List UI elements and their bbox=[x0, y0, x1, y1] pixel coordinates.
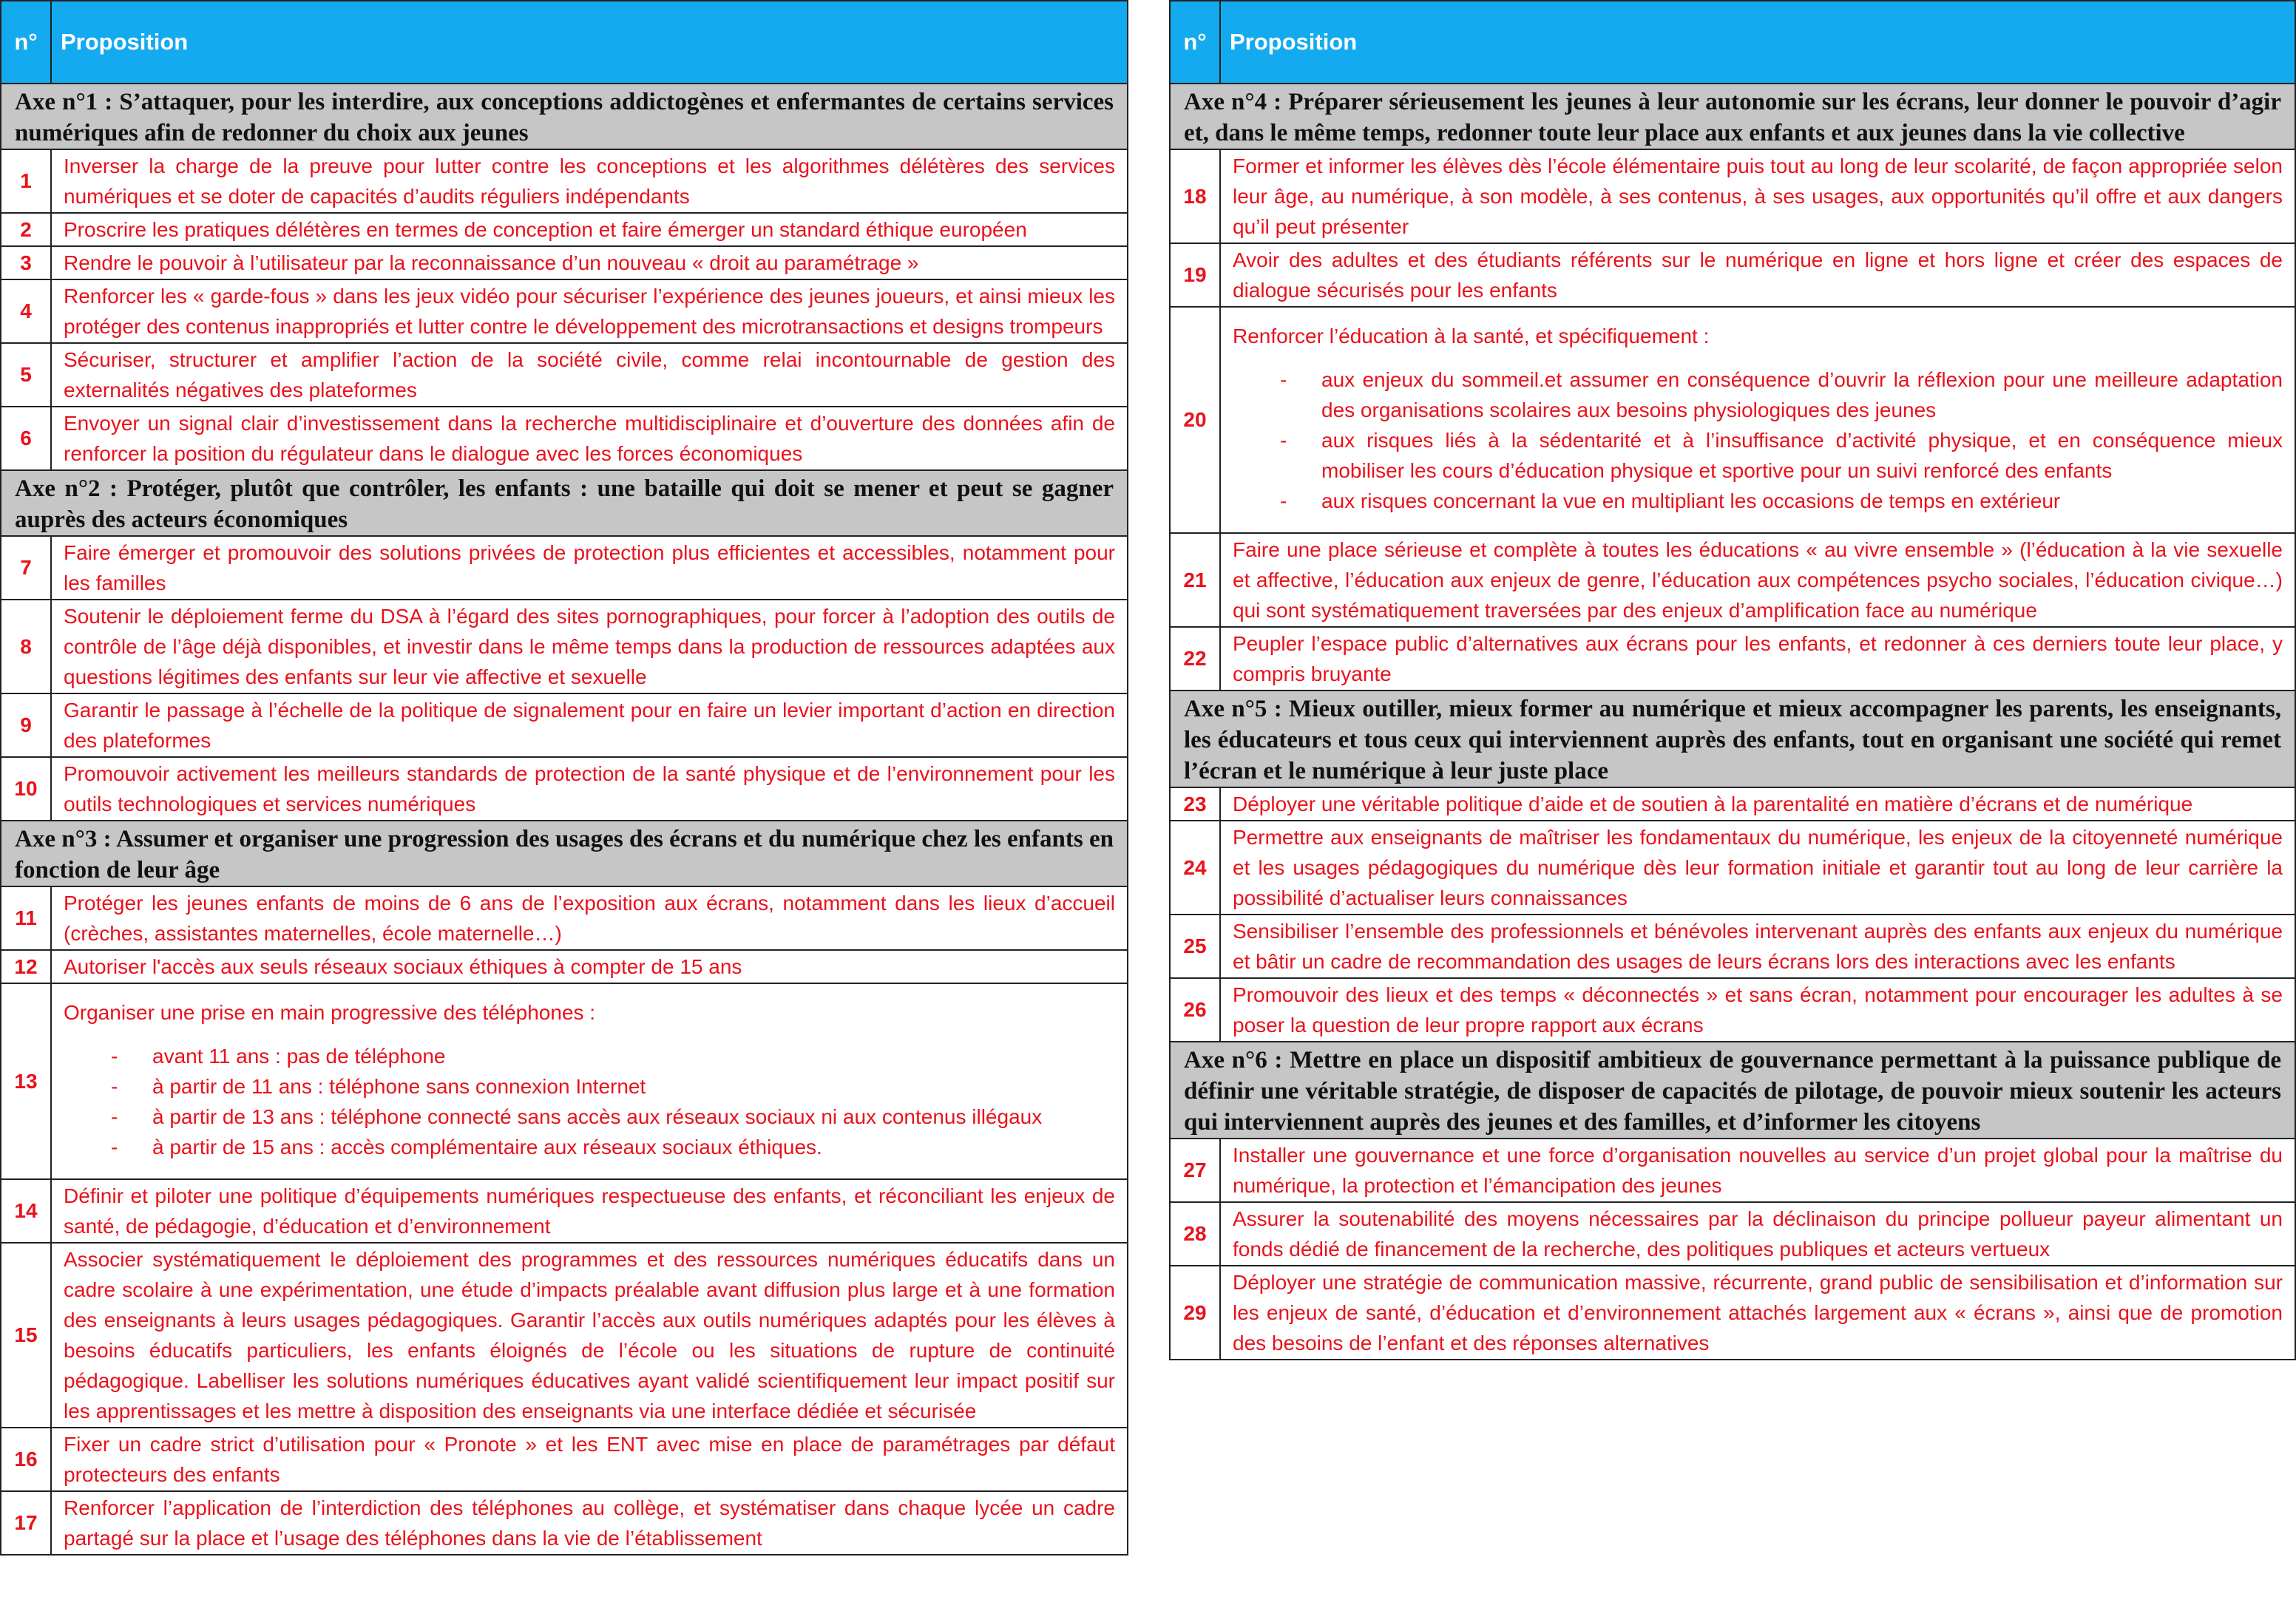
proposal-number: 24 bbox=[1170, 821, 1220, 915]
proposal-row bbox=[1, 149, 1128, 213]
axis-row bbox=[1, 821, 1128, 886]
proposal-number: 29 bbox=[1170, 1266, 1220, 1360]
proposal-text: Autoriser l'accès aux seuls réseaux sociaux éthiques à compter de 15 ans bbox=[51, 950, 1128, 983]
proposal-text: Inverser la charge de la preuve pour lutter contre les conceptions et les algorithmes délétères des services numériques et se doter de capacités d’audits réguliers indépendants bbox=[51, 149, 1128, 213]
proposal-row bbox=[1, 279, 1128, 343]
bullet-text: aux risques liés à la sédentarité et à l’insuffisance d’activité physique, et en conséquence mieux mobiliser les cours d’éducation physique et sportive pour un suivi renforcé des enfants bbox=[1321, 429, 2283, 482]
proposal-text: Proscrire les pratiques délétères en termes de conception et faire émerger un standard éthique européen bbox=[51, 213, 1128, 246]
proposal-number: 10 bbox=[1, 757, 51, 821]
proposal-number: 2 bbox=[1, 213, 51, 246]
proposal-row bbox=[1, 343, 1128, 407]
list-item bbox=[64, 1132, 1115, 1162]
proposal-text: Associer systématiquement le déploiement des programmes et des ressources numériques éducatifs dans un cadre scolaire à une expérimentation, une étude d’impacts préalable avant diffusion plus large et à une formation des enseignants à leurs usages pédagogiques. Garantir l’accès aux outils numériques adaptés pour les élèves à besoins éducatifs particuliers, les enfants éloignés de l’école ou les situations de rupture de continuité pédagogique. Labelliser les solutions numériques éducatives ayant validé scientifiquement leur impact positif sur les apprentissages et les mettre à disposition des enseignants via une interface dédiée et sécurisée bbox=[51, 1243, 1128, 1428]
proposal-text: Renforcer les « garde-fous » dans les jeux vidéo pour sécuriser l’expérience des jeunes joueurs, et ainsi mieux les protéger des contenus inappropriés et lutter contre le développement des microtransactions et designs trompeurs bbox=[51, 279, 1128, 343]
proposal-text: Promouvoir activement les meilleurs standards de protection de la santé physique et de l’environnement pour les outils technologiques et services numériques bbox=[51, 757, 1128, 821]
bullet-text: aux enjeux du sommeil.et assumer en conséquence d’ouvrir la réflexion pour une meilleure adaptation des organisations scolaires aux besoins physiologiques des jeunes bbox=[1321, 368, 2283, 421]
proposal-number: 17 bbox=[1, 1491, 51, 1555]
proposal-number: 26 bbox=[1170, 978, 1220, 1042]
list-item bbox=[1233, 364, 2283, 425]
proposal-number: 27 bbox=[1170, 1139, 1220, 1202]
proposal-number: 21 bbox=[1170, 533, 1220, 627]
proposal-row bbox=[1, 213, 1128, 246]
axis-heading: Axe n°5 : Mieux outiller, mieux former au numérique et mieux accompagner les parents, les enseignants, les éducateurs et tous ceux qui interviennent auprès des enfants, tout en organisant une société qui remet l’écran et le numérique à leur juste place bbox=[1170, 691, 2295, 787]
bullet-text: à partir de 11 ans : téléphone sans connexion Internet bbox=[152, 1075, 646, 1098]
proposal-number: 1 bbox=[1, 149, 51, 213]
proposal-number: 8 bbox=[1, 600, 51, 693]
list-item bbox=[64, 1041, 1115, 1071]
axis-heading: Axe n°3 : Assumer et organiser une progression des usages des écrans et du numérique chez les enfants en fonction de leur âge bbox=[1, 821, 1128, 886]
column-header-proposition: Proposition bbox=[51, 1, 1128, 84]
proposal-row bbox=[1, 600, 1128, 693]
proposal-text bbox=[51, 983, 1128, 1179]
proposal-text: Assurer la soutenabilité des moyens nécessaires par la déclinaison du principe pollueur payeur alimentant un fonds dédié de financement de la recherche, des politiques publiques et acteurs vertueux bbox=[1220, 1202, 2295, 1266]
column-header-number: n° bbox=[1, 1, 51, 84]
proposal-number: 28 bbox=[1170, 1202, 1220, 1266]
proposal-row bbox=[1, 886, 1128, 950]
proposal-text: Rendre le pouvoir à l’utilisateur par la reconnaissance d’un nouveau « droit au paramétrage » bbox=[51, 246, 1128, 279]
bullet-dash: - bbox=[111, 1075, 118, 1098]
proposal-row bbox=[1170, 243, 2295, 307]
bullet-dash: - bbox=[111, 1105, 118, 1128]
proposal-number: 11 bbox=[1, 886, 51, 950]
list-item bbox=[1233, 486, 2283, 516]
proposal-row bbox=[1, 757, 1128, 821]
proposal-row bbox=[1, 536, 1128, 600]
proposal-number: 6 bbox=[1, 407, 51, 470]
bullet-text: à partir de 13 ans : téléphone connecté sans accès aux réseaux sociaux ni aux contenus illégaux bbox=[152, 1105, 1043, 1128]
proposal-text: Avoir des adultes et des étudiants référents sur le numérique en ligne et hors ligne et créer des espaces de dialogue sécurisés pour les enfants bbox=[1220, 243, 2295, 307]
proposal-number: 3 bbox=[1, 246, 51, 279]
axis-row bbox=[1, 84, 1128, 149]
proposal-row bbox=[1, 407, 1128, 470]
proposal-row bbox=[1170, 787, 2295, 821]
proposal-text: Déployer une véritable politique d’aide et de soutien à la parentalité en matière d’écrans et de numérique bbox=[1220, 787, 2295, 821]
bullet-dash: - bbox=[1280, 368, 1287, 391]
proposal-text bbox=[1220, 307, 2295, 533]
axis-heading: Axe n°6 : Mettre en place un dispositif ambitieux de gouvernance permettant à la puissance publique de définir une véritable stratégie, de disposer de capacités de pilotage, de pouvoir mieux soutenir les acteurs qui interviennent auprès des jeunes et des familles, et d’informer les citoyens bbox=[1170, 1042, 2295, 1139]
proposals-table-right bbox=[1169, 0, 2296, 1360]
proposal-number: 7 bbox=[1, 536, 51, 600]
proposals-table-left bbox=[0, 0, 1128, 1556]
proposal-number: 18 bbox=[1170, 149, 1220, 243]
proposal-bullet-list bbox=[64, 1041, 1115, 1162]
proposal-text: Définir et piloter une politique d’équipements numériques respectueuse des enfants, et réconciliant les enjeux de santé, de pédagogie, d’éducation et d’environnement bbox=[51, 1179, 1128, 1243]
proposal-row bbox=[1170, 1202, 2295, 1266]
proposal-text: Installer une gouvernance et une force d’organisation nouvelles au service d’un projet global pour la maîtrise du numérique, la protection et l’émancipation des jeunes bbox=[1220, 1139, 2295, 1202]
axis-row bbox=[1170, 84, 2295, 149]
proposal-row bbox=[1170, 307, 2295, 533]
bullet-text: avant 11 ans : pas de téléphone bbox=[152, 1045, 446, 1068]
table-header bbox=[1, 1, 1128, 84]
proposal-number: 19 bbox=[1170, 243, 1220, 307]
axis-heading: Axe n°2 : Protéger, plutôt que contrôler, les enfants : une bataille qui doit se mener et peut se gagner auprès des acteurs économiques bbox=[1, 470, 1128, 536]
left-proposals-table bbox=[0, 0, 1128, 1556]
proposal-text: Faire une place sérieuse et complète à toutes les éducations « au vivre ensemble » (l’éducation à la vie sexuelle et affective, l’éducation aux enjeux de genre, l’éducation aux compétences psycho sociales, l’éducation civique…) qui sont systématiquement traversées par des enjeux d’amplification face au numérique bbox=[1220, 533, 2295, 627]
proposal-text: Sécuriser, structurer et amplifier l’action de la société civile, comme relai incontournable de gestion des externalités négatives des plateformes bbox=[51, 343, 1128, 407]
proposal-number: 14 bbox=[1, 1179, 51, 1243]
proposal-bullet-list bbox=[1233, 364, 2283, 516]
proposal-intro: Renforcer l’éducation à la santé, et spécifiquement : bbox=[1233, 325, 1710, 347]
proposal-text: Sensibiliser l’ensemble des professionnels et bénévoles intervenant auprès des enfants aux enjeux du numérique et bâtir un cadre de recommandation des usages de leurs écrans lors des interactions avec les enfants bbox=[1220, 915, 2295, 978]
proposal-number: 9 bbox=[1, 693, 51, 757]
column-header-proposition: Proposition bbox=[1220, 1, 2295, 84]
proposal-row bbox=[1170, 627, 2295, 691]
proposal-text: Permettre aux enseignants de maîtriser les fondamentaux du numérique, les enjeux de la citoyenneté numérique et les usages pédagogiques du numérique dès leur formation initiale et garantir tout au long de leur carrière la possibilité d’actualiser leurs connaissances bbox=[1220, 821, 2295, 915]
proposal-number: 12 bbox=[1, 950, 51, 983]
axis-heading: Axe n°4 : Préparer sérieusement les jeunes à leur autonomie sur les écrans, leur donner le pouvoir d’agir et, dans le même temps, redonner toute leur place aux enfants et aux jeunes dans la vie collective bbox=[1170, 84, 2295, 149]
list-item bbox=[64, 1102, 1115, 1132]
proposal-row bbox=[1, 1179, 1128, 1243]
proposal-text: Promouvoir des lieux et des temps « déconnectés » et sans écran, notamment pour encourager les adultes à se poser la question de leur propre rapport aux écrans bbox=[1220, 978, 2295, 1042]
proposal-row bbox=[1170, 1139, 2295, 1202]
proposal-text: Former et informer les élèves dès l’école élémentaire puis tout au long de leur scolarité, de façon appropriée selon leur âge, au numérique, à son modèle, à ses contenus, à ses usages, aux opportunités qu’il offre et aux dangers qu’il peut présenter bbox=[1220, 149, 2295, 243]
list-item bbox=[64, 1071, 1115, 1102]
proposal-row bbox=[1, 1243, 1128, 1428]
table-header bbox=[1170, 1, 2295, 84]
proposal-number: 16 bbox=[1, 1428, 51, 1491]
proposal-text: Fixer un cadre strict d’utilisation pour « Pronote » et les ENT avec mise en place de paramétrages par défaut protecteurs des enfants bbox=[51, 1428, 1128, 1491]
proposal-number: 5 bbox=[1, 343, 51, 407]
proposal-number: 15 bbox=[1, 1243, 51, 1428]
proposal-row bbox=[1, 983, 1128, 1179]
proposal-row bbox=[1170, 915, 2295, 978]
bullet-text: aux risques concernant la vue en multipliant les occasions de temps en extérieur bbox=[1321, 489, 2061, 512]
proposal-text: Protéger les jeunes enfants de moins de 6 ans de l’exposition aux écrans, notamment dans les lieux d’accueil (crèches, assistantes maternelles, école maternelle…) bbox=[51, 886, 1128, 950]
proposal-intro: Organiser une prise en main progressive des téléphones : bbox=[64, 1001, 596, 1024]
axis-heading: Axe n°1 : S’attaquer, pour les interdire, aux conceptions addictogènes et enfermantes de certains services numériques afin de redonner du choix aux jeunes bbox=[1, 84, 1128, 149]
right-proposals-table bbox=[1169, 0, 2296, 1360]
bullet-dash: - bbox=[111, 1045, 118, 1068]
proposal-row bbox=[1170, 149, 2295, 243]
proposal-row bbox=[1170, 978, 2295, 1042]
proposal-row bbox=[1170, 533, 2295, 627]
proposal-number: 4 bbox=[1, 279, 51, 343]
proposal-row bbox=[1, 246, 1128, 279]
axis-row bbox=[1, 470, 1128, 536]
proposal-number: 25 bbox=[1170, 915, 1220, 978]
axis-row bbox=[1170, 691, 2295, 787]
proposal-text: Peupler l’espace public d’alternatives aux écrans pour les enfants, et redonner à ces derniers toute leur place, y compris bruyante bbox=[1220, 627, 2295, 691]
list-item bbox=[1233, 425, 2283, 486]
proposal-text: Déployer une stratégie de communication massive, récurrente, grand public de sensibilisation et d’information sur les enjeux de santé, d’éducation et d’environnement attachés largement aux « écrans », ainsi que de promotion des besoins de l’enfant et des réponses alternatives bbox=[1220, 1266, 2295, 1360]
column-header-number: n° bbox=[1170, 1, 1220, 84]
proposal-number: 13 bbox=[1, 983, 51, 1179]
proposal-number: 20 bbox=[1170, 307, 1220, 533]
bullet-dash: - bbox=[1280, 489, 1287, 512]
bullet-dash: - bbox=[111, 1136, 118, 1158]
proposal-text: Renforcer l’application de l’interdiction des téléphones au collège, et systématiser dans chaque lycée un cadre partagé sur la place et l’usage des téléphones dans la vie de l’établissement bbox=[51, 1491, 1128, 1555]
proposal-row bbox=[1, 1428, 1128, 1491]
proposal-text: Soutenir le déploiement ferme du DSA à l’égard des sites pornographiques, pour forcer à l’adoption des outils de contrôle de l’âge déjà disponibles, et investir dans le même temps dans la production de ressources adaptées aux questions légitimes des enfants sur leur vie affective et sexuelle bbox=[51, 600, 1128, 693]
proposal-row bbox=[1, 950, 1128, 983]
proposal-number: 22 bbox=[1170, 627, 1220, 691]
proposal-row bbox=[1, 693, 1128, 757]
proposal-row bbox=[1170, 821, 2295, 915]
proposal-number: 23 bbox=[1170, 787, 1220, 821]
axis-row bbox=[1170, 1042, 2295, 1139]
proposal-row bbox=[1170, 1266, 2295, 1360]
proposal-text: Garantir le passage à l’échelle de la politique de signalement pour en faire un levier important d’action en direction des plateformes bbox=[51, 693, 1128, 757]
bullet-dash: - bbox=[1280, 429, 1287, 452]
bullet-text: à partir de 15 ans : accès complémentaire aux réseaux sociaux éthiques. bbox=[152, 1136, 822, 1158]
proposal-text: Envoyer un signal clair d’investissement dans la recherche multidisciplinaire et d’ouverture des données afin de renforcer la position du régulateur dans le dialogue avec les forces économiques bbox=[51, 407, 1128, 470]
proposal-text: Faire émerger et promouvoir des solutions privées de protection plus efficientes et accessibles, notamment pour les familles bbox=[51, 536, 1128, 600]
proposal-row bbox=[1, 1491, 1128, 1555]
